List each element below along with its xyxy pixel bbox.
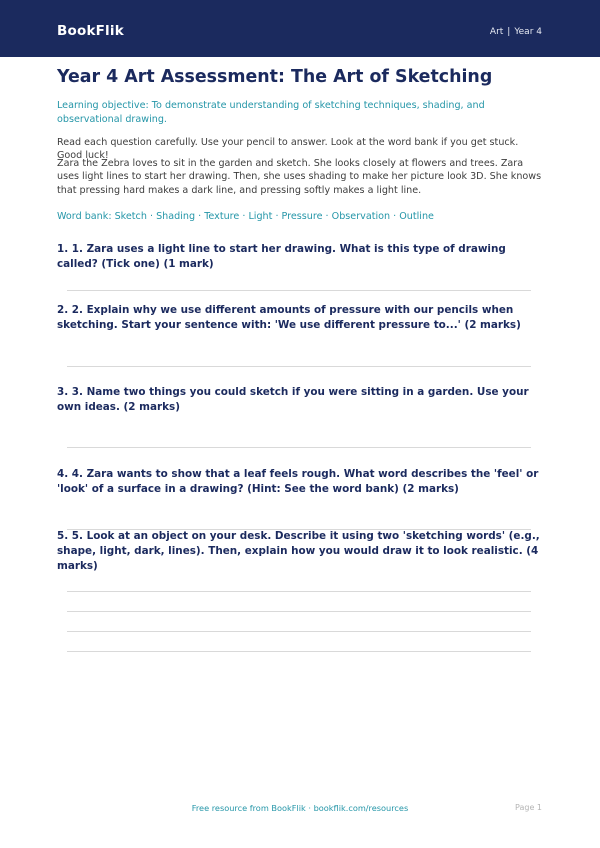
answer-line[interactable] — [67, 651, 531, 652]
question-5: 5. 5. Look at an object on your desk. Describe it using two 'sketching words' (e.g., shape, light, dark, lines). Then, explain how you would draw it to look realistic. (4 marks) — [57, 530, 540, 572]
breadcrumb-year: Year 4 — [514, 27, 542, 37]
question-2: 2. 2. Explain why we use different amounts of pressure with our pencils when sketching. Start your sentence with: 'We use different pressure to...' (2 marks) — [57, 304, 521, 331]
header-bar — [0, 0, 600, 57]
answer-line[interactable] — [67, 290, 531, 291]
answer-line[interactable] — [67, 447, 531, 448]
question-1: 1. 1. Zara uses a light line to start her drawing. What is this type of drawing called? (Tick one) (1 mark) — [57, 243, 506, 270]
footer-resource-link[interactable]: Free resource from BookFlik · bookflik.com/resources — [191, 803, 409, 813]
answer-line[interactable] — [67, 591, 531, 592]
answer-line[interactable] — [67, 366, 531, 367]
answer-line[interactable] — [67, 611, 531, 612]
question-3: 3. 3. Name two things you could sketch if you were sitting in a garden. Use your own ideas. (2 marks) — [57, 386, 529, 413]
breadcrumb-separator: | — [507, 27, 511, 37]
story-text: Zara the Zebra loves to sit in the garden and sketch. She looks closely at flowers and trees. Zara uses light lines to start her drawing. Then, she uses shading to make her picture look 3D. She knows that pressing hard makes a dark line, and pressing softly makes a light line. — [57, 158, 542, 196]
question-4: 4. 4. Zara wants to show that a leaf feels rough. What word describes the 'feel' or 'look' of a surface in a drawing? (Hint: See the word bank) (2 marks) — [57, 468, 539, 495]
page-number: Page 1 — [515, 803, 542, 812]
breadcrumb — [490, 27, 542, 37]
page-title: Year 4 Art Assessment: The Art of Sketching — [57, 67, 493, 87]
instructions-text: Read each question carefully. Use your pencil to answer. Look at the word bank if you get stuck. Good luck! — [57, 137, 519, 162]
brand-logo[interactable]: BookFlik — [57, 23, 124, 39]
word-bank: Word bank: Sketch · Shading · Texture · Light · Pressure · Observation · Outline — [57, 211, 434, 222]
learning-objective: Learning objective: To demonstrate understanding of sketching techniques, shading, and observational drawing. — [57, 100, 485, 125]
breadcrumb-subject: Art — [489, 27, 504, 37]
answer-line[interactable] — [67, 631, 531, 632]
